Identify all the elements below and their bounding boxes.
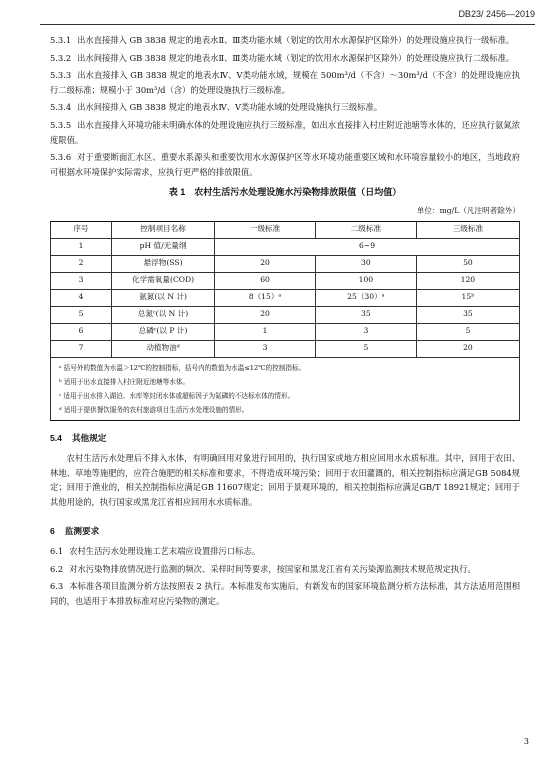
table-header-row <box>51 221 520 238</box>
table-note: ᵇ 适用于出水直接排入村庄附近池塘等水体。 <box>59 377 190 386</box>
clause-5-3-1 <box>50 33 520 48</box>
cell-item: 总氮ᶜ(以 N 计) <box>111 306 214 323</box>
cell-grade-2: 5 <box>315 340 416 357</box>
table-row <box>51 238 520 255</box>
section-number: 6 <box>50 525 55 536</box>
section-5-4-body: 农村生活污水处理后不排入水体，有明确回用对象进行回用的，执行国家或地方相应回用水水质标准。其中，回用于农田、林地、草地等施肥的，应符合施肥的相关标准和要求，不得造成环境污染；回用于农田灌溉的，相关控制指标应满足GB 5084规定；回用于渔业的，相关控制指标应满足GB 11607规定；回用于景观环境的，相关控制指标应满足GB/T 18921规定；回用于其他用途的，执行国家或黑龙江省相应回用水水质标准。 <box>50 453 520 507</box>
table-note: ᵃ 括号外的数值为水温＞12℃的控制指标，括号内的数值为水温≤12℃的控制指标。 <box>59 363 306 372</box>
header-rule <box>40 24 535 25</box>
clause-text: 对水污染物排放情况进行监测的频次、采样时间等要求，按国家和黑龙江省有关污染源监测技术规范规定执行。 <box>69 563 476 574</box>
clause-number: 6.1 <box>50 546 64 557</box>
clause-text: 出水间接排入 GB 3838 规定的地表水Ⅱ、Ⅲ类功能水域（划定的饮用水水源保护区除外）的处理设施应执行二级标准。 <box>77 52 515 63</box>
clause-text: 对于重要断面汇水区、重要水系源头和重要饮用水水源保护区等水环境功能重要区域和水环境容量较小的地区，当地政府可根据水环境保护实际需求，应执行更严格的排放限值。 <box>50 152 520 177</box>
clause-number: 5.3.1 <box>50 35 72 45</box>
column-header: 序号 <box>51 221 112 238</box>
cell-no: 3 <box>51 272 112 289</box>
section-title: 监测要求 <box>64 525 100 536</box>
cell-grade-3: 15ᵇ <box>416 289 519 306</box>
cell-grade-1: 60 <box>215 272 316 289</box>
clause-5-3-6 <box>50 150 520 179</box>
clause-text: 出水间接排入 GB 3838 规定的地表水Ⅳ、Ⅴ类功能水域的处理设施执行三级标准。 <box>77 102 383 113</box>
emission-limits-table <box>50 221 520 421</box>
cell-grade-2: 35 <box>315 306 416 323</box>
cell-grade-2: 100 <box>315 272 416 289</box>
cell-grade-3: 50 <box>416 255 519 272</box>
cell-grade-1: 8（15）ᵃ <box>215 289 316 306</box>
column-header: 一级标准 <box>215 221 316 238</box>
clause-5-3-5 <box>50 118 520 147</box>
cell-grade-3: 120 <box>416 272 519 289</box>
table-row <box>51 255 520 272</box>
cell-no: 7 <box>51 340 112 357</box>
table-row <box>51 323 520 340</box>
cell-grade-3: 35 <box>416 306 519 323</box>
cell-item: 总磷ᶜ(以 P 计) <box>111 323 214 340</box>
cell-grade-3: 5 <box>416 323 519 340</box>
cell-grade-1: 3 <box>215 340 316 357</box>
cell-grade-1: 20 <box>215 255 316 272</box>
table-row <box>51 306 520 323</box>
clause-text: 出水直接排入 GB 3838 规定的地表水Ⅱ、Ⅲ类功能水域（划定的饮用水水源保护区除外）的处理设施应执行一级标准。 <box>77 35 515 45</box>
clause-6-3 <box>50 579 520 608</box>
clause-number: 5.3.6 <box>50 152 72 163</box>
clause-5-3-3 <box>50 68 520 97</box>
clause-5-3-4 <box>50 100 520 115</box>
clause-number: 5.3.3 <box>50 70 72 81</box>
cell-item: 动植物油ᵈ <box>111 340 214 357</box>
cell-item: 氨氮(以 N 计) <box>111 289 214 306</box>
cell-item: pH 值/无量纲 <box>111 238 214 255</box>
cell-merged-value: 6~9 <box>215 238 520 255</box>
clause-number: 5.3.5 <box>50 119 72 130</box>
section-heading-5-4 <box>50 431 520 446</box>
section-title: 其他规定 <box>71 432 107 443</box>
clause-number: 6.2 <box>50 563 64 574</box>
clause-text: 本标准各项目监测分析方法按照表 2 执行。本标准发布实施后，有新发布的国家环境监测分析方法标准，其方法适用范围相同的，也适用于本排放标准对应污染物的测定。 <box>50 581 520 606</box>
column-header: 三级标准 <box>416 221 519 238</box>
table-note: ᶜ 适用于出水排入湖泊、水库等封闭水体或超标因子为氮磷的不达标水体的情形。 <box>59 391 295 400</box>
clause-text: 农村生活污水处理设施工艺末端应设置排污口标志。 <box>69 546 261 557</box>
cell-item: 悬浮物(SS) <box>111 255 214 272</box>
table-title: 表 1 农村生活污水处理设施水污染物排放限值（日均值） <box>168 187 402 198</box>
cell-no: 4 <box>51 289 112 306</box>
cell-grade-1: 20 <box>215 306 316 323</box>
table-note: ᵈ 适用于提供餐饮服务的农村旅游项目生活污水处理设施的情形。 <box>59 405 249 414</box>
cell-no: 6 <box>51 323 112 340</box>
document-code: DB23/ 2456—2019 <box>458 9 535 19</box>
clause-number: 6.3 <box>50 581 64 592</box>
clause-6-2 <box>50 562 520 577</box>
page-number: 3 <box>523 737 529 746</box>
table-unit-note: 单位：mg/L（凡注明者除外） <box>416 205 520 215</box>
clause-text: 出水直接排入 GB 3838 规定的地表水Ⅳ、Ⅴ类功能水域，规模在 500m³/d（不含）～30m³/d（不含）的处理设施应执行二级标准；规模小于 30m³/d（含）的处理设施执行三级标准。 <box>50 70 520 95</box>
section-number: 5.4 <box>50 432 62 443</box>
table-row <box>51 340 520 357</box>
cell-grade-3: 20 <box>416 340 519 357</box>
cell-grade-2: 3 <box>315 323 416 340</box>
clause-number: 5.3.4 <box>50 102 72 113</box>
cell-no: 1 <box>51 238 112 255</box>
column-header: 二级标准 <box>315 221 416 238</box>
cell-no: 5 <box>51 306 112 323</box>
table-row <box>51 289 520 306</box>
page-content <box>50 33 520 611</box>
table-row <box>51 272 520 289</box>
clause-5-3-2 <box>50 51 520 66</box>
clause-number: 5.3.2 <box>50 52 72 63</box>
table-notes-row <box>51 357 520 420</box>
cell-grade-2: 30 <box>315 255 416 272</box>
column-header: 控制项目名称 <box>111 221 214 238</box>
cell-grade-1: 1 <box>215 323 316 340</box>
cell-no: 2 <box>51 255 112 272</box>
cell-item: 化学需氧量(COD) <box>111 272 214 289</box>
clause-6-1 <box>50 544 520 559</box>
section-heading-6 <box>50 524 520 539</box>
table-notes <box>51 357 520 420</box>
clause-text: 出水直接排入环境功能未明确水体的处理设施应执行三级标准，如出水直接排入村庄附近池塘等水体的，还应执行氨氮浓度限值。 <box>50 119 520 145</box>
cell-grade-2: 25（30）ᵃ <box>315 289 416 306</box>
